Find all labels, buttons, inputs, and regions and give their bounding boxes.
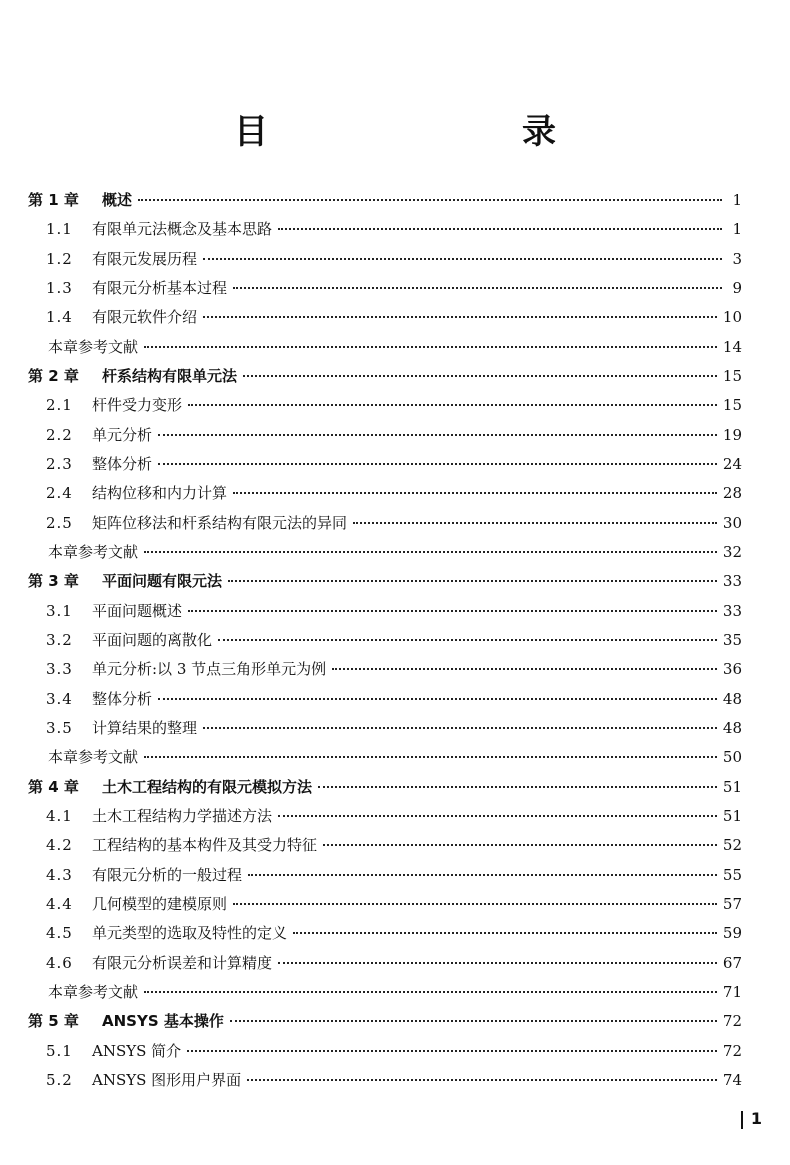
toc-entry-number: 3.2 <box>46 630 73 649</box>
toc-entry-refs[interactable] <box>28 538 742 567</box>
toc-entry-number: 3.3 <box>46 660 73 679</box>
toc-entry-refs[interactable] <box>28 743 742 772</box>
toc-entry-title: 整体分析 <box>92 454 153 473</box>
dot-leader <box>158 698 717 700</box>
dot-leader <box>233 287 722 289</box>
dot-leader <box>158 434 717 436</box>
toc-entry-page: 48 <box>722 718 742 737</box>
page-number: 1 <box>750 1109 762 1128</box>
dot-leader <box>228 580 717 582</box>
toc-entry-number: 第 1 章 <box>28 191 79 209</box>
dot-leader <box>248 874 717 876</box>
toc-entry-title: 本章参考文献 <box>48 748 139 767</box>
toc-entry-number: 第 4 章 <box>28 777 79 796</box>
dot-leader <box>278 228 722 230</box>
toc-entry-number: 1.1 <box>46 220 73 239</box>
dot-leader <box>233 903 717 905</box>
toc-entry-title: 单元类型的选取及特性的定义 <box>92 924 288 943</box>
toc-entry-section[interactable] <box>28 685 742 714</box>
toc-entry-number: 2.3 <box>46 454 73 473</box>
toc-entry-number: 1.4 <box>46 308 73 327</box>
toc-entry-section[interactable] <box>28 1037 742 1066</box>
dot-leader <box>144 756 717 758</box>
toc-entry-title: ANSYS 图形用户界面 <box>92 1070 242 1089</box>
toc-entry-chapter[interactable] <box>28 773 742 802</box>
toc-entry-page: 48 <box>722 689 742 708</box>
dot-leader <box>188 610 717 612</box>
toc-entry-title: 结构位移和内力计算 <box>92 484 228 503</box>
dot-leader <box>247 1079 717 1081</box>
toc-entry-refs[interactable] <box>28 978 742 1007</box>
toc-entry-title: 矩阵位移法和杆系结构有限元法的异同 <box>92 513 348 532</box>
toc-entry-page: 51 <box>722 806 742 825</box>
toc-entry-title: 工程结构的基本构件及其受力特征 <box>92 836 318 855</box>
toc-entry-section[interactable] <box>28 802 742 831</box>
toc-entry-number: 第 2 章 <box>28 366 79 385</box>
toc-entry-page: 36 <box>722 660 742 679</box>
toc-entry-page: 33 <box>722 572 742 591</box>
toc-entry-page: 32 <box>722 542 742 561</box>
toc-entry-number: 4.3 <box>46 865 73 884</box>
toc-entry-section[interactable] <box>28 215 742 244</box>
toc-entry-page: 24 <box>722 454 742 473</box>
toc-entry-title: 单元分析 <box>92 425 153 444</box>
dot-leader <box>332 668 717 670</box>
toc-entry-page: 15 <box>722 366 742 385</box>
toc-entry-chapter[interactable] <box>28 1007 742 1036</box>
dot-leader <box>293 932 717 934</box>
toc-entry-refs[interactable] <box>28 333 742 362</box>
toc-entry-number: 2.2 <box>46 425 73 444</box>
toc-entry-page: 1 <box>732 220 742 239</box>
toc-entry-section[interactable] <box>28 303 742 332</box>
dot-leader <box>203 316 717 318</box>
toc-entry-title: 几何模型的建模原则 <box>92 894 228 913</box>
dot-leader <box>318 786 717 788</box>
dot-leader <box>243 375 717 377</box>
page-footer <box>741 1109 762 1129</box>
toc-entry-title: ANSYS 基本操作 <box>102 1012 224 1031</box>
toc-entry-page: 35 <box>722 630 742 649</box>
toc-entry-page: 55 <box>722 865 742 884</box>
toc-entry-number: 4.2 <box>46 836 73 855</box>
page-title: 目 录 <box>234 112 666 152</box>
toc-entry-title: 计算结果的整理 <box>92 718 198 737</box>
toc-entry-section[interactable] <box>28 479 742 508</box>
toc-entry-title: 平面问题概述 <box>92 601 183 620</box>
toc-entry-page: 57 <box>722 894 742 913</box>
toc-entry-title: 杆件受力变形 <box>92 396 183 415</box>
dot-leader <box>218 639 717 641</box>
dot-leader <box>203 727 717 729</box>
toc-entry-title: 概述 <box>102 191 133 209</box>
toc-entry-chapter[interactable] <box>28 362 742 391</box>
toc-entry-title: 有限单元法概念及基本思路 <box>92 220 273 239</box>
toc-entry-number: 3.5 <box>46 718 73 737</box>
table-of-contents <box>28 186 742 1095</box>
toc-entry-number: 1.3 <box>46 278 73 297</box>
toc-entry-page: 1 <box>732 191 742 209</box>
toc-entry-page: 51 <box>722 777 742 796</box>
toc-entry-section[interactable] <box>28 949 742 978</box>
dot-leader <box>187 1050 717 1052</box>
toc-entry-chapter[interactable] <box>28 567 742 596</box>
toc-entry-number: 4.5 <box>46 924 73 943</box>
toc-entry-chapter[interactable] <box>28 186 742 215</box>
toc-entry-title: 有限元分析基本过程 <box>92 278 228 297</box>
toc-entry-title: 土木工程结构力学描述方法 <box>92 806 273 825</box>
toc-entry-page: 10 <box>722 308 742 327</box>
toc-entry-page: 33 <box>722 601 742 620</box>
toc-entry-page: 71 <box>722 982 742 1001</box>
toc-entry-section[interactable] <box>28 1066 742 1095</box>
toc-entry-page: 30 <box>722 513 742 532</box>
dot-leader <box>278 962 717 964</box>
toc-entry-number: 第 3 章 <box>28 572 79 591</box>
dot-leader <box>144 991 717 993</box>
dot-leader <box>144 551 717 553</box>
toc-entry-section[interactable] <box>28 274 742 303</box>
dot-leader <box>230 1020 717 1022</box>
toc-entry-title: 单元分析:以 3 节点三角形单元为例 <box>92 660 327 679</box>
toc-entry-section[interactable] <box>28 919 742 948</box>
toc-entry-title: 平面问题的离散化 <box>92 630 213 649</box>
footer-divider <box>741 1111 743 1129</box>
dot-leader <box>144 346 717 348</box>
toc-entry-title: 有限元分析误差和计算精度 <box>92 953 273 972</box>
toc-entry-page: 52 <box>722 836 742 855</box>
dot-leader <box>158 463 717 465</box>
toc-entry-page: 19 <box>722 425 742 444</box>
dot-leader <box>278 815 717 817</box>
toc-entry-number: 3.1 <box>46 601 73 620</box>
toc-entry-page: 50 <box>722 748 742 767</box>
toc-entry-title: 本章参考文献 <box>48 337 139 356</box>
toc-entry-title: ANSYS 简介 <box>92 1041 182 1060</box>
toc-entry-page: 72 <box>722 1012 742 1031</box>
toc-entry-number: 5.2 <box>46 1070 73 1089</box>
dot-leader <box>138 199 722 201</box>
toc-entry-number: 5.1 <box>46 1041 73 1060</box>
toc-entry-section[interactable] <box>28 714 742 743</box>
toc-entry-section[interactable] <box>28 890 742 919</box>
toc-entry-number: 2.4 <box>46 484 73 503</box>
toc-entry-page: 74 <box>722 1070 742 1089</box>
toc-entry-page: 72 <box>722 1041 742 1060</box>
toc-entry-section[interactable] <box>28 509 742 538</box>
toc-entry-number: 2.1 <box>46 396 73 415</box>
toc-entry-page: 3 <box>732 249 742 268</box>
toc-entry-section[interactable] <box>28 245 742 274</box>
dot-leader <box>233 492 717 494</box>
toc-entry-section[interactable] <box>28 655 742 684</box>
toc-entry-section[interactable] <box>28 597 742 626</box>
toc-entry-section[interactable] <box>28 421 742 450</box>
toc-entry-section[interactable] <box>28 450 742 479</box>
toc-entry-number: 第 5 章 <box>28 1012 79 1031</box>
dot-leader <box>188 404 717 406</box>
toc-entry-title: 有限元发展历程 <box>92 249 198 268</box>
toc-entry-section[interactable] <box>28 861 742 890</box>
toc-entry-page: 28 <box>722 484 742 503</box>
toc-entry-title: 本章参考文献 <box>48 542 139 561</box>
toc-entry-title: 土木工程结构的有限元模拟方法 <box>102 777 313 796</box>
toc-entry-title: 有限元分析的一般过程 <box>92 865 243 884</box>
toc-entry-title: 本章参考文献 <box>48 982 139 1001</box>
toc-entry-title: 平面问题有限元法 <box>102 572 223 591</box>
toc-entry-number: 4.4 <box>46 894 73 913</box>
toc-entry-section[interactable] <box>28 626 742 655</box>
toc-entry-number: 1.2 <box>46 249 73 268</box>
toc-entry-page: 15 <box>722 396 742 415</box>
toc-entry-section[interactable] <box>28 391 742 420</box>
toc-entry-title: 整体分析 <box>92 689 153 708</box>
toc-entry-title: 杆系结构有限单元法 <box>102 366 238 385</box>
dot-leader <box>323 844 717 846</box>
toc-entry-section[interactable] <box>28 831 742 860</box>
toc-entry-page: 14 <box>722 337 742 356</box>
toc-entry-number: 2.5 <box>46 513 73 532</box>
toc-entry-page: 67 <box>722 953 742 972</box>
toc-entry-number: 3.4 <box>46 689 73 708</box>
toc-entry-number: 4.1 <box>46 806 73 825</box>
toc-entry-number: 4.6 <box>46 953 73 972</box>
toc-entry-page: 9 <box>732 278 742 297</box>
dot-leader <box>353 522 717 524</box>
toc-entry-title: 有限元软件介绍 <box>92 308 198 327</box>
toc-entry-page: 59 <box>722 924 742 943</box>
dot-leader <box>203 258 722 260</box>
